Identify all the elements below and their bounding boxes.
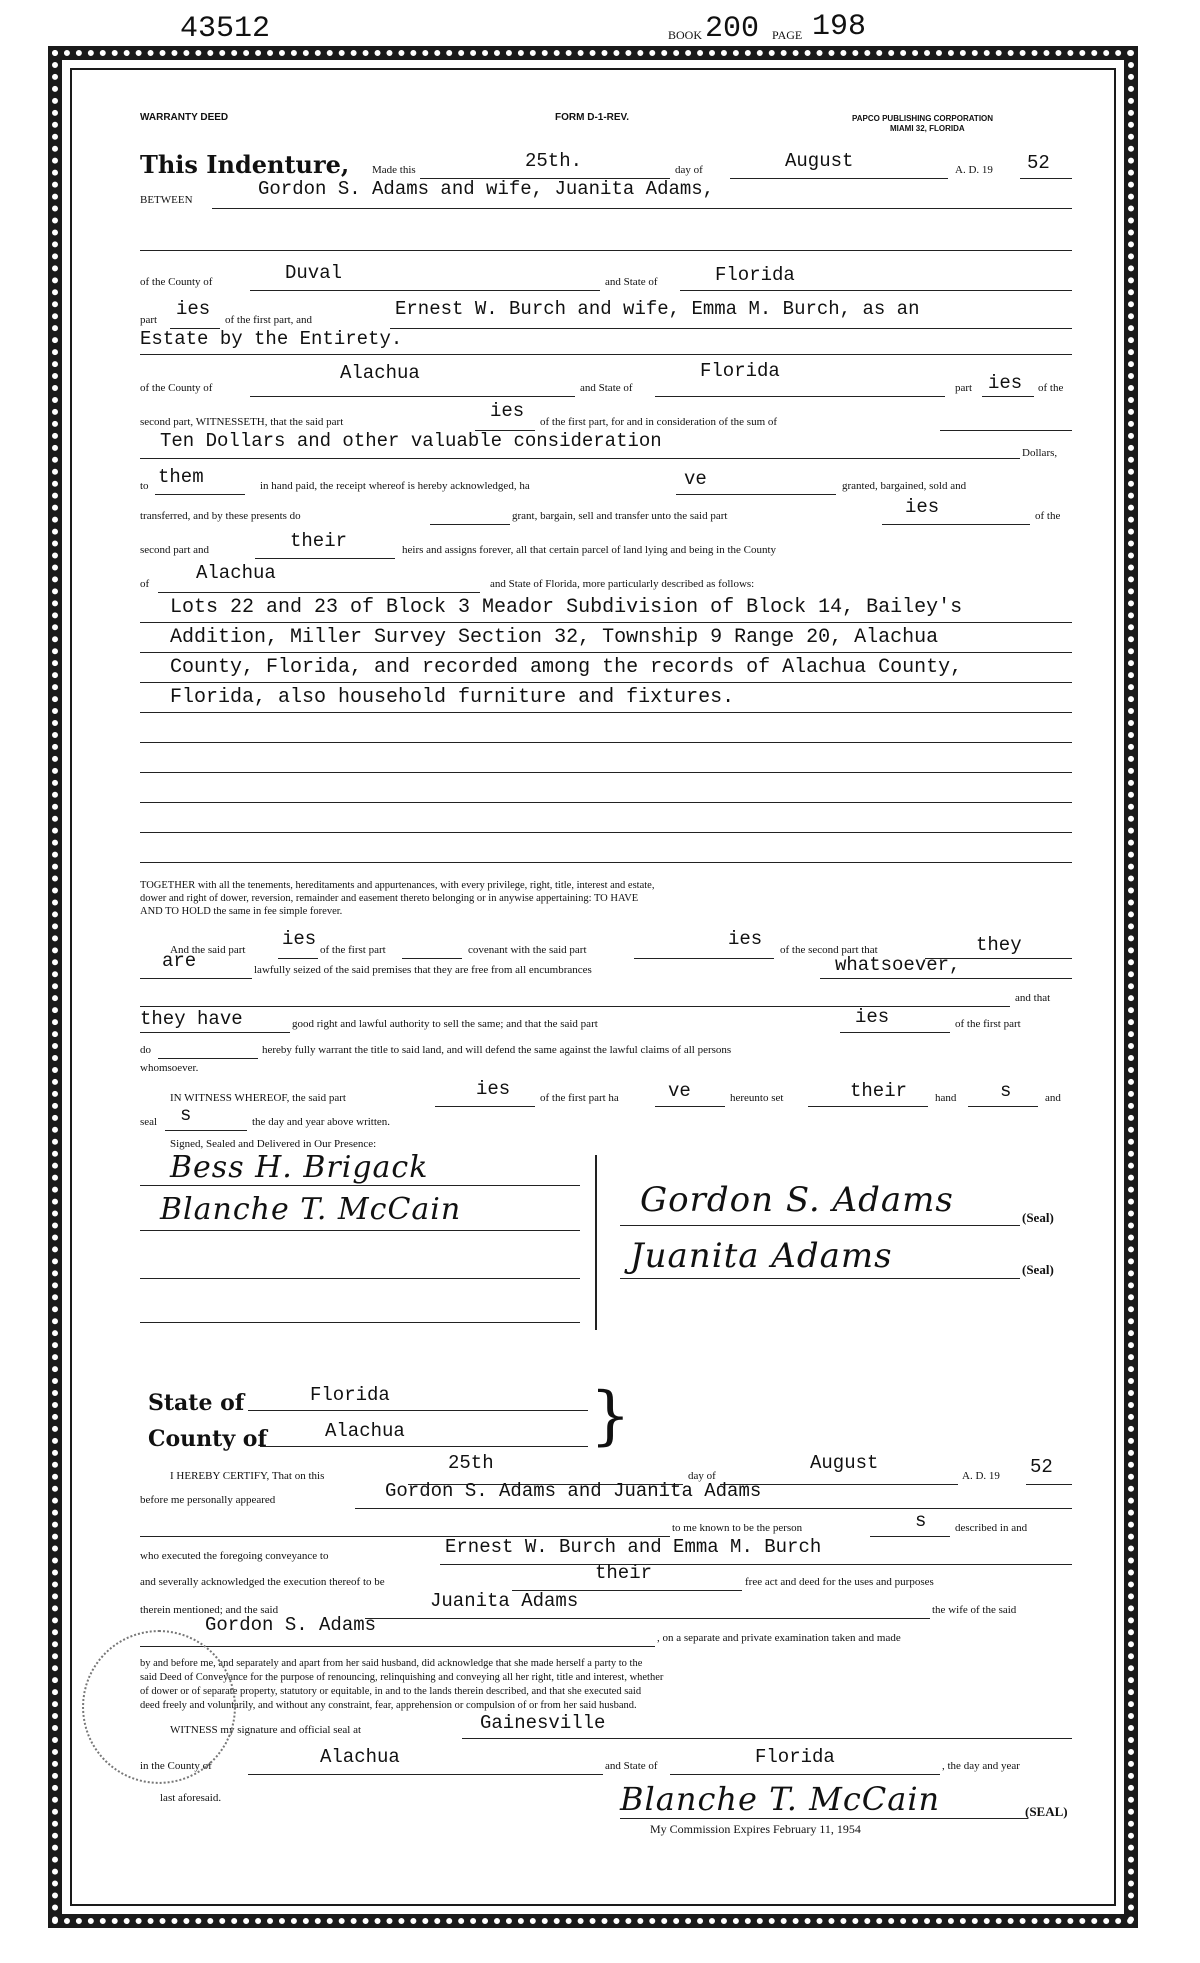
ack-county-label: County of xyxy=(148,1426,267,1452)
indenture-day: 25th. xyxy=(525,150,583,172)
granted-label: granted, bargained, sold and xyxy=(842,480,967,492)
day-year-label: , the day and year xyxy=(942,1760,1020,1772)
grantee-county: Alachua xyxy=(340,362,420,384)
form-code: FORM D-1-REV. xyxy=(555,112,630,123)
book-label: BOOK xyxy=(668,28,703,42)
covenant-suffix3: ies xyxy=(855,1006,890,1028)
grantees-line1: Ernest W. Burch and wife, Emma M. Burch, as an xyxy=(395,298,920,320)
whomsoever: whomsoever. xyxy=(140,1062,199,1074)
page-number: 198 xyxy=(812,10,867,44)
covenant-are: are xyxy=(162,950,197,972)
publisher-line1: PAPCO PUBLISHING CORPORATION xyxy=(852,114,994,123)
indenture-title: This Indenture, xyxy=(140,150,350,179)
wife-of-label: the wife of the said xyxy=(932,1604,1017,1616)
witness-their: their xyxy=(850,1080,908,1102)
habendum-line2: dower and right of dower, reversion, remainder and easement thereto belonging or in anywise appertaining: TO HAVE xyxy=(140,893,639,904)
witnesseth-b: of the first part, for and in consideration of the sum of xyxy=(540,416,778,428)
legal-description-line: County, Florida, and recorded among the records of Alachua County, xyxy=(170,656,963,679)
grant-suffix: ies xyxy=(905,496,940,518)
consideration: Ten Dollars and other valuable consideration xyxy=(160,430,662,452)
witnesseth-a: second part, WITNESSETH, that the said part xyxy=(140,416,344,428)
day-year-written: the day and year above written. xyxy=(252,1116,391,1128)
ack-state-2: Florida xyxy=(755,1746,835,1768)
ack-state-label: State of xyxy=(148,1390,245,1416)
to-whom: them xyxy=(158,466,204,488)
first-part-and-label: of the first part, and xyxy=(225,314,313,326)
brace: } xyxy=(590,1379,631,1453)
in-county-label: in the County of xyxy=(140,1760,212,1772)
heirs-their: their xyxy=(290,530,348,552)
seal-label: seal xyxy=(140,1116,158,1128)
witness-signature-1: Bess H. Brigack xyxy=(170,1150,429,1185)
known-label: to me known to be the person xyxy=(672,1522,803,1534)
grantee-state-label: and State of xyxy=(580,382,633,394)
ack-county: Alachua xyxy=(325,1420,405,1442)
covenant-whatsoever: whatsoever, xyxy=(835,954,961,976)
certify-label: I HEREBY CERTIFY, That on this xyxy=(170,1470,325,1482)
witness-my-label: WITNESS my signature and official seal at xyxy=(170,1724,362,1736)
part-label: part xyxy=(140,314,158,326)
notary-seal-label: (SEAL) xyxy=(1025,1804,1068,1819)
signed-sealed-label: Signed, Sealed and Delivered in Our Presence: xyxy=(170,1138,377,1150)
dollars-label: Dollars, xyxy=(1022,447,1058,459)
covenant-they: they xyxy=(976,934,1022,956)
ack-para-3: of dower or of separate property, statutory or equitable, in and to the lands therein described, and that she executed said xyxy=(140,1686,642,1697)
legal-description-line: Addition, Miller Survey Section 32, Township 9 Range 20, Alachua xyxy=(170,626,939,649)
lawfully-seized: lawfully seized of the said premises that they are free from all encumbrances xyxy=(254,964,592,976)
seal-2: (Seal) xyxy=(1022,1262,1054,1277)
habendum-line1: TOGETHER with all the tenements, hereditaments and appurtenances, with every privilege, right, title, interest and estate, xyxy=(140,880,655,891)
made-this-label: Made this xyxy=(372,164,416,176)
ack-wife: Juanita Adams xyxy=(430,1590,579,1612)
described-label: described in and xyxy=(955,1522,1028,1534)
grant-bargain-label: grant, bargain, sell and transfer unto the said part xyxy=(512,510,728,522)
ack-place: Gainesville xyxy=(480,1712,606,1734)
hereunto-set: hereunto set xyxy=(730,1092,784,1104)
ack-husband: Gordon S. Adams xyxy=(205,1614,377,1636)
grantor-state: Florida xyxy=(715,264,795,286)
covenant-suffix1: ies xyxy=(282,928,317,950)
grantor-state-label: and State of xyxy=(605,276,658,288)
grantor-county-label: of the County of xyxy=(140,276,213,288)
hand-label: hand xyxy=(935,1092,957,1104)
executed-label: who executed the foregoing conveyance to xyxy=(140,1550,329,1562)
grantor-part-suffix: ies xyxy=(176,298,211,320)
covenant-they-have: they have xyxy=(140,1008,243,1030)
page-label: PAGE xyxy=(772,28,803,42)
legal-description-line: Florida, also household furniture and fixtures. xyxy=(170,686,735,709)
in-hand-paid: in hand paid, the receipt whereof is hereby acknowledged, ha xyxy=(260,480,530,492)
to-label: to xyxy=(140,480,149,492)
grantee-part-label: part xyxy=(955,382,973,394)
ack-day: 25th xyxy=(448,1452,494,1474)
and-that-label: and that xyxy=(1015,992,1051,1004)
hand-s: s xyxy=(1000,1080,1012,1102)
grantors: Gordon S. Adams and wife, Juanita Adams, xyxy=(258,178,715,200)
grantor-county: Duval xyxy=(285,262,343,284)
have-suffix: ve xyxy=(684,468,707,490)
between-label: BETWEEN xyxy=(140,194,193,206)
witness-ve: ve xyxy=(668,1080,691,1102)
severally-label: and severally acknowledged the execution thereof to be xyxy=(140,1576,385,1588)
second-part-and-label: second part and xyxy=(140,544,210,556)
indenture-month: August xyxy=(785,150,854,172)
separate-label: , on a separate and private examination taken and made xyxy=(657,1632,901,1644)
witness-signature-2: Blanche T. McCain xyxy=(160,1192,462,1227)
and-label: and xyxy=(1045,1092,1061,1104)
commission-expires: My Commission Expires February 11, 1954 xyxy=(650,1822,861,1836)
covenant-second-part: of the second part that xyxy=(780,944,878,956)
ack-month: August xyxy=(810,1452,879,1474)
seal-1: (Seal) xyxy=(1022,1210,1054,1225)
of-label: of xyxy=(140,578,150,590)
form-title: WARRANTY DEED xyxy=(140,112,229,123)
warrant-text: hereby fully warrant the title to said land, and will defend the same against the lawful claims of all persons xyxy=(262,1044,732,1056)
before-me-label: before me personally appeared xyxy=(140,1494,276,1506)
therein-label: therein mentioned; and the said xyxy=(140,1604,279,1616)
do-label: do xyxy=(140,1044,151,1056)
land-county: Alachua xyxy=(196,562,276,584)
ack-grantees: Ernest W. Burch and Emma M. Burch xyxy=(445,1536,822,1558)
grantee-part-suffix: ies xyxy=(988,372,1023,394)
ad-label: A. D. 19 xyxy=(955,164,993,176)
habendum-line3: AND TO HOLD the same in fee simple forever. xyxy=(140,906,343,917)
covenant-with: covenant with the said part xyxy=(468,944,587,956)
legal-description-line: Lots 22 and 23 of Block 3 Meador Subdivision of Block 14, Bailey's xyxy=(170,596,963,619)
ack-their: their xyxy=(595,1562,653,1584)
covenant-suffix2: ies xyxy=(728,928,763,950)
ack-year: 52 xyxy=(1030,1456,1053,1478)
in-witness-label: IN WITNESS WHEREOF, the said part xyxy=(170,1092,346,1104)
notary-signature: Blanche T. McCain xyxy=(620,1780,941,1818)
book-number: 200 xyxy=(705,12,760,46)
covenant-first-part-2: of the first part xyxy=(955,1018,1021,1030)
covenant-said-part: And the said part xyxy=(170,944,246,956)
transferred-label: transferred, and by these presents do xyxy=(140,510,301,522)
grantee-county-label: of the County of xyxy=(140,382,213,394)
day-of-label: day of xyxy=(675,164,703,176)
of-the-label: of the xyxy=(1038,382,1064,394)
seal-s: s xyxy=(180,1104,192,1126)
ack-county-2: Alachua xyxy=(320,1746,400,1768)
indenture-year: 52 xyxy=(1027,152,1050,174)
ack-para-2: said Deed of Conveyance for the purpose of renouncing, relinquishing and conveying all her right, title and interest, whether xyxy=(140,1672,664,1683)
good-right: good right and lawful authority to sell the same; and that the said part xyxy=(292,1018,598,1030)
ack-s: s xyxy=(915,1510,927,1532)
covenant-first-part: of the first part xyxy=(320,944,386,956)
last-aforesaid: last aforesaid. xyxy=(160,1792,222,1804)
witnesseth-suffix: ies xyxy=(490,400,525,422)
grantor-signature-2: Juanita Adams xyxy=(630,1236,893,1276)
ack-state: Florida xyxy=(310,1384,390,1406)
grantor-signature-1: Gordon S. Adams xyxy=(640,1180,954,1220)
of-the-2: of the xyxy=(1035,510,1061,522)
ack-state-of-2: and State of xyxy=(605,1760,658,1772)
ack-day-of-label: day of xyxy=(688,1470,716,1482)
grantees-line2: Estate by the Entirety. xyxy=(140,328,403,350)
signature-divider xyxy=(595,1155,597,1330)
instrument-number: 43512 xyxy=(180,12,271,46)
publisher-line2: MIAMI 32, FLORIDA xyxy=(890,124,965,133)
ack-persons: Gordon S. Adams and Juanita Adams xyxy=(385,1480,762,1502)
grantee-state: Florida xyxy=(700,360,780,382)
witness-suffix: ies xyxy=(476,1078,511,1100)
ack-para-1: by and before me, and separately and apart from her said husband, did acknowledge that she made herself a party to the xyxy=(140,1658,643,1669)
free-act-label: free act and deed for the uses and purposes xyxy=(745,1576,934,1588)
ack-para-4: deed freely and voluntarily, and without any constraint, fear, apprehension or compulsion of or from her said husband. xyxy=(140,1700,637,1711)
first-part-ha: of the first part ha xyxy=(540,1092,619,1104)
heirs-assigns: heirs and assigns forever, all that certain parcel of land lying and being in the County xyxy=(402,544,777,556)
ack-ad-label: A. D. 19 xyxy=(962,1470,1000,1482)
notary-seal-impression xyxy=(82,1630,236,1784)
state-of-florida-label: and State of Florida, more particularly described as follows: xyxy=(490,578,755,590)
